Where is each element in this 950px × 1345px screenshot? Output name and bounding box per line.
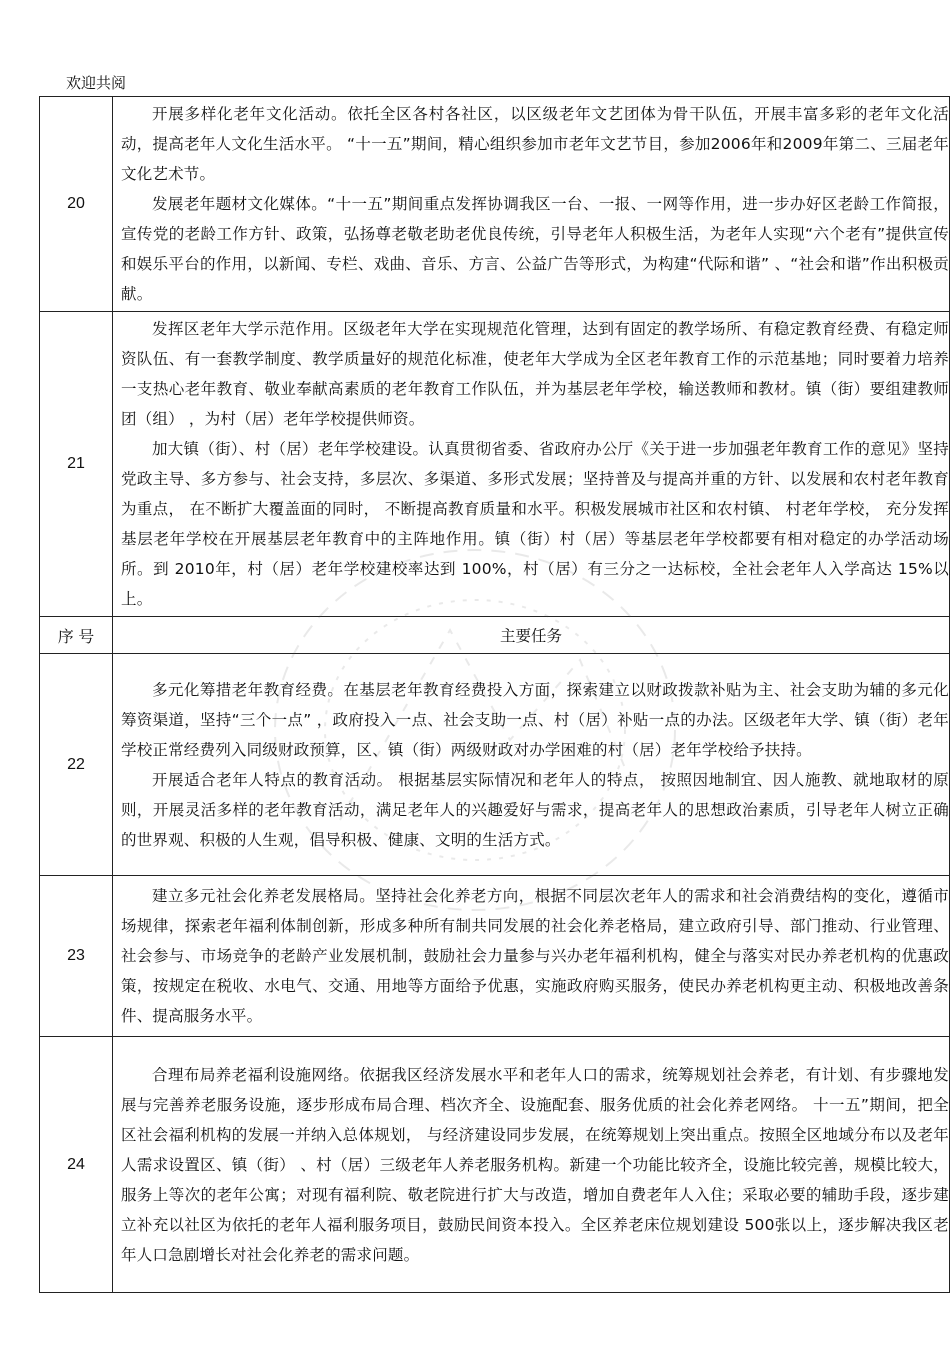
- table-row: [40, 654, 950, 876]
- column-header-number: 序 号: [40, 617, 113, 654]
- table-row: [40, 876, 950, 1037]
- row-number: 22: [40, 654, 113, 876]
- paragraph: 发挥区老年大学示范作用。区级老年大学在实现规范化管理，达到有固定的教学场所、有稳定教育经费、有稳定师资队伍、有一套教学制度、教学质量好的规范化标准，使老年大学成为全区老年教育工作的示范基地；同时要着力培养一支热心老年教育、敬业奉献高素质的老年教育工作队伍，并为基层老年学校，输送教师和教材。镇（街）要组建教师团（组） ，为村（居）老年学校提供师资。: [121, 320, 949, 428]
- row-content: [113, 876, 950, 1037]
- paragraph: 开展适合老年人特点的教育活动。 根据基层实际情况和老年人的特点， 按照因地制宜、因人施教、就地取材的原则，开展灵活多样的老年教育活动，满足老年人的兴趣爱好与需求，提高老年人的思想政治素质，引导老年人树立正确的世界观、积极的人生观，倡导积极、健康、文明的生活方式。: [121, 770, 949, 849]
- row-number: 20: [40, 97, 113, 312]
- row-content: [113, 97, 950, 312]
- row-content: [113, 1037, 950, 1293]
- column-header-task: 主要任务: [113, 617, 950, 654]
- table-row: [40, 312, 950, 617]
- row-number: 21: [40, 312, 113, 617]
- paragraph: 加大镇（街）、村（居）老年学校建设。认真贯彻省委、省政府办公厅《关于进一步加强老年教育工作的意见》坚持党政主导、多方参与、社会支持，多层次、多渠道、多形式发展；坚持普及与提高并重的方针、以发展和农村老年教育为重点， 在不断扩大覆盖面的同时， 不断提高教育质量和水平。积极发展城市社区和农村镇、 村老年学校， 充分发挥基层老年学校在开展基层老年教育中的主阵地作用。镇（街）村（居）等基层老年学校都要有相对稳定的办学活动场所。到 2010年，村（居）老年学校建校率达到 100%，村（居）有三分之一达标校，全社会老年人入学高达 15%以上。: [121, 440, 949, 608]
- table-header-row: [40, 617, 950, 654]
- row-content: [113, 654, 950, 876]
- paragraph: 建立多元社会化养老发展格局。坚持社会化养老方向，根据不同层次老年人的需求和社会消费结构的变化，遵循市场规律，探索老年福利体制创新，形成多种所有制共同发展的社会化养老格局，建立政府引导、部门推动、行业管理、社会参与、市场竞争的老龄产业发展机制，鼓励社会力量参与兴办老年福利机构，健全与落实对民办养老机构的优惠政策，按规定在税收、水电气、交通、用地等方面给予优惠，实施政府购买服务，使民办养老机构更主动、积极地改善条件、提高服务水平。: [121, 887, 949, 1025]
- paragraph: 多元化筹措老年教育经费。在基层老年教育经费投入方面，探索建立以财政拨款补贴为主、社会支助为辅的多元化筹资渠道，坚持“三个一点” ，政府投入一点、社会支助一点、村（居）补贴一点的办法。区级老年大学、镇（街）老年学校正常经费列入同级财政预算，区、镇（街）两级财政对办学困难的村（居）老年学校给予扶持。: [121, 680, 949, 759]
- table-row: [40, 97, 950, 312]
- row-number: 23: [40, 876, 113, 1037]
- paragraph: 合理布局养老福利设施网络。依据我区经济发展水平和老年人口的需求，统筹规划社会养老，有计划、有步骤地发展与完善养老服务设施，逐步形成布局合理、档次齐全、设施配套、服务优质的社会化养老网络。 十一五”期间，把全区社会福利机构的发展一并纳入总体规划， 与经济建设同步发展，在统筹规划上突出重点。按照全区地域分布以及老年人需求设置区、镇（街） 、村（居）三级老年人养老服务机构。新建一个功能比较齐全，设施比较完善，规模比较大，服务上等次的老年公寓；对现有福利院、敬老院进行扩大与改造，增加自费老年人入住；采取必要的辅助手段，逐步建立补充以社区为依托的老年人福利服务项目，鼓励民间资本投入。全区养老床位规划建设 500张以上，逐步解决我区老年人口急剧增长对社会化养老的需求问题。: [121, 1065, 949, 1264]
- row-content: [113, 312, 950, 617]
- page-header: 欢迎共阅: [66, 74, 127, 92]
- paragraph: 发展老年题材文化媒体。“十一五”期间重点发挥协调我区一台、一报、一网等作用，进一步办好区老龄工作简报，宣传党的老龄工作方针、政策，弘扬尊老敬老助老优良传统，引导老年人积极生活，为老年人实现“六个老有”提供宣传和娱乐平台的作用，以新闻、专栏、戏曲、音乐、方言、公益广告等形式，为构建“代际和谐” 、“社会和谐”作出积极贡献。: [121, 195, 949, 303]
- table-row: [40, 1037, 950, 1293]
- task-table: [39, 96, 950, 1293]
- row-number: 24: [40, 1037, 113, 1293]
- paragraph: 开展多样化老年文化活动。依托全区各村各社区，以区级老年文艺团体为骨干队伍，开展丰富多彩的老年文化活动，提高老年人文化生活水平。 “十一五”期间，精心组织参加市老年文艺节目，参加2006年和2009年第二、三届老年文化艺术节。: [121, 105, 949, 183]
